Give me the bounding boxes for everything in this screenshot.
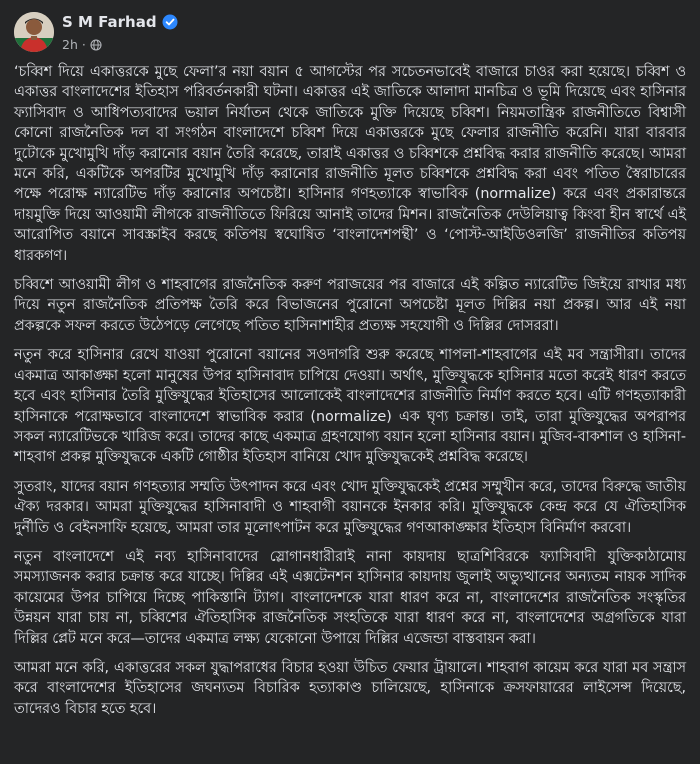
globe-icon[interactable]: [90, 39, 102, 51]
post-paragraph: আমরা মনে করি, একাত্তরের সকল যুদ্ধাপরাধের বিচার হওয়া উচিত ফেয়ার ট্রায়ালে। শাহবাগ কায়েম করে যারা মব সন্ত্রাস করে বাংলাদেশের ইতিহাসের জঘন্যতম বিচারিক হত্যাকাণ্ড চালিয়েছে, হাসিনাকে ক্রসফায়ারের লাইসেন্স দিয়েছে, তাদেরও বিচার হতে হবে।: [14, 659, 686, 717]
post-meta: [62, 37, 102, 52]
post-paragraph: নতুন বাংলাদেশে এই নব্য হাসিনাবাদের স্লোগানধারীরাই নানা কায়দায় ছাত্রশিবিরকে ফ্যাসিবাদী যুক্তিকাঠামোয় সমস্যাজনক করার চক্রান্ত করে যাচ্ছে। দিল্লির এই এক্সটেনশন হাসিনার কায়দায় জুলাই অভ্যুত্থানের অন্যতম নায়ক সাদিক কায়েমের উপর চাপিয়ে দিচ্ছে পাকিস্তানি ট্যাগ। বাংলাদেশকে যারা ধারণ করে না, বাংলাদেশের রাজনৈতিক সংস্কৃতির উন্নয়ন যারা চায় না, চব্বিশের ঐতিহাসিক রাজনৈতিক সংহতিকে যারা ধারণ করে না, বাংলাদেশের অগ্রগতিকে যারা দিল্লির প্লেট মনে করে—তাদের একমাত্র লক্ষ্য যেকোনো উপায়ে দিল্লির এজেন্ডা বাস্তবায়ন করা।: [14, 548, 686, 647]
author-avatar[interactable]: [14, 12, 54, 52]
post-time[interactable]: 2h: [62, 37, 78, 52]
avatar-photo: [14, 12, 54, 52]
post-paragraph: চব্বিশে আওয়ামী লীগ ও শাহবাগের রাজনৈতিক করুণ পরাজয়ের পর বাজারে এই কল্পিত ন্যারেটিভ জিইয়ে রাখার মধ্য দিয়ে নতুন রাজনৈতিক প্রতিপক্ষ তৈরি করে বিভাজনের পুরোনো অপচেষ্টা মূলত দিল্লির নয়া প্রকল্প। আর এই নয়া প্রকল্পকে সফল করতে উঠেপড়ে লেগেছে পতিত হাসিনাশাহীর প্রত্যক্ষ সহযোগী ও দিল্লির দোসররা।: [14, 277, 686, 334]
meta-separator: ·: [81, 37, 86, 52]
verified-badge-icon: [162, 14, 178, 30]
post-paragraph: নতুন করে হাসিনার রেখে যাওয়া পুরোনো বয়ানের সওদাগরি শুরু করেছে শাপলা-শাহবাগের এই মব সন্ত্রাসীরা। তাদের একমাত্র আকাঙ্ক্ষা হলো মানুষের উপর হাসিনাবাদ চাপিয়ে দেওয়া। অর্থাৎ, মুক্তিযুদ্ধকে হাসিনার মতো করেই ধারণ করতে হবে এবং হাসিনার তৈরি মুক্তিযুদ্ধের ইতিহাসের আলোকেই বাংলাদেশের রাজনীতি নির্মাণ করতে হবে। এটি গণহত্যাকারী হাসিনাকে পরোক্ষভাবে বাংলাদেশে স্বাভাবিক করার (normalize) এক ঘৃণ্য চক্রান্ত। তাই, তারা মুক্তিযুদ্ধের অপরাপর সকল ন্যারেটিভকে খারিজ করে। তাদের কাছে একমাত্র গ্রহণযোগ্য বয়ান হলো হাসিনার বয়ান। মুজিব-বাকশাল ও হাসিনা-শাহবাগ প্রকল্প মুক্তিযুদ্ধকে একটি গোষ্ঠীর ইতিহাস বানিয়ে খোদ মুক্তিযুদ্ধকেই প্রশ্নবিদ্ধ করেছে।: [14, 347, 686, 466]
author-name[interactable]: S M Farhad: [62, 13, 157, 31]
post-body: [14, 62, 686, 728]
post-header: [0, 0, 700, 64]
author-line: [62, 13, 178, 31]
post-paragraph: ‘চব্বিশ দিয়ে একাত্তরকে মুছে ফেলা’র নয়া বয়ান ৫ আগস্টের পর সচেতনভাবেই বাজারে চাওর করা হয়েছে। চব্বিশ ও একাত্তর বাংলাদেশের ইতিহাস পরিবর্তনকারী ঘটনা। একাত্তর এই জাতিকে আলাদা মানচিত্র ও ভূমি দিয়েছে এবং হাসিনার ফ্যাসিবাদ ও আধিপত্যবাদের ভয়াল নির্যাতন থেকে জাতিকে মুক্তি দিয়েছে চব্বিশ। নিয়মতান্ত্রিক রাজনীতিতে বিশ্বাসী কোনো রাজনৈতিক দল বা সংগঠন বাংলাদেশে চব্বিশ দিয়ে একাত্তরকে মুছে ফেলার রাজনীতি করেনি। যারা বারবার দুটোকে মুখোমুখি দাঁড় করানোর বয়ান তৈরি করেছে, তারাই একাত্তর ও চব্বিশকে প্রশ্নবিদ্ধ করার রাজনীতি করেছে। আমরা মনে করি, একটিকে অপরটির মুখোমুখি দাঁড় করানোর রাজনীতি মূলত চব্বিশকে প্রশ্নবিদ্ধ করা এবং পতিত স্বৈরাচারের পক্ষে পরোক্ষ ন্যারেটিভ দাঁড় করানোর অপচেষ্টা। হাসিনার গণহত্যাকে স্বাভাবিক (normalize) করে এবং প্রকারান্তরে দায়মুক্তি দিয়ে আওয়ামী লীগকে রাজনীতিতে ফিরিয়ে আনাই তাদের মিশন। রাজনৈতিক দেউলিয়াত্ব কিংবা হীন স্বার্থে এই আরোপিত বয়ানে সাবস্ক্রাইব করছে কতিপয় স্বঘোষিত ‘বাংলাদেশপন্থী’ ও ‘পোস্ট-আইডিওলজি’ রাজনীতির কতিপয় ধারকগণ।: [14, 64, 686, 264]
post-paragraph: সুতরাং, যাদের বয়ান গণহত্যার সম্মতি উৎপাদন করে এবং খোদ মুক্তিযুদ্ধকেই প্রশ্নের সম্মুখীন করে, তাদের বিরুদ্ধে জাতীয় ঐক্য দরকার। আমরা মুক্তিযুদ্ধের হাসিনাবাদী ও শাহবাগী বয়ানকে ইনকার করি। মুক্তিযুদ্ধকে কেন্দ্র করে যে ঐতিহাসিক দুর্নীতি ও বেইনসাফি হয়েছে, আমরা তার মূলোৎপাটন করে মুক্তিযুদ্ধের গণআকাঙ্ক্ষার ইতিহাস বিনির্মাণ করবো।: [14, 478, 686, 536]
